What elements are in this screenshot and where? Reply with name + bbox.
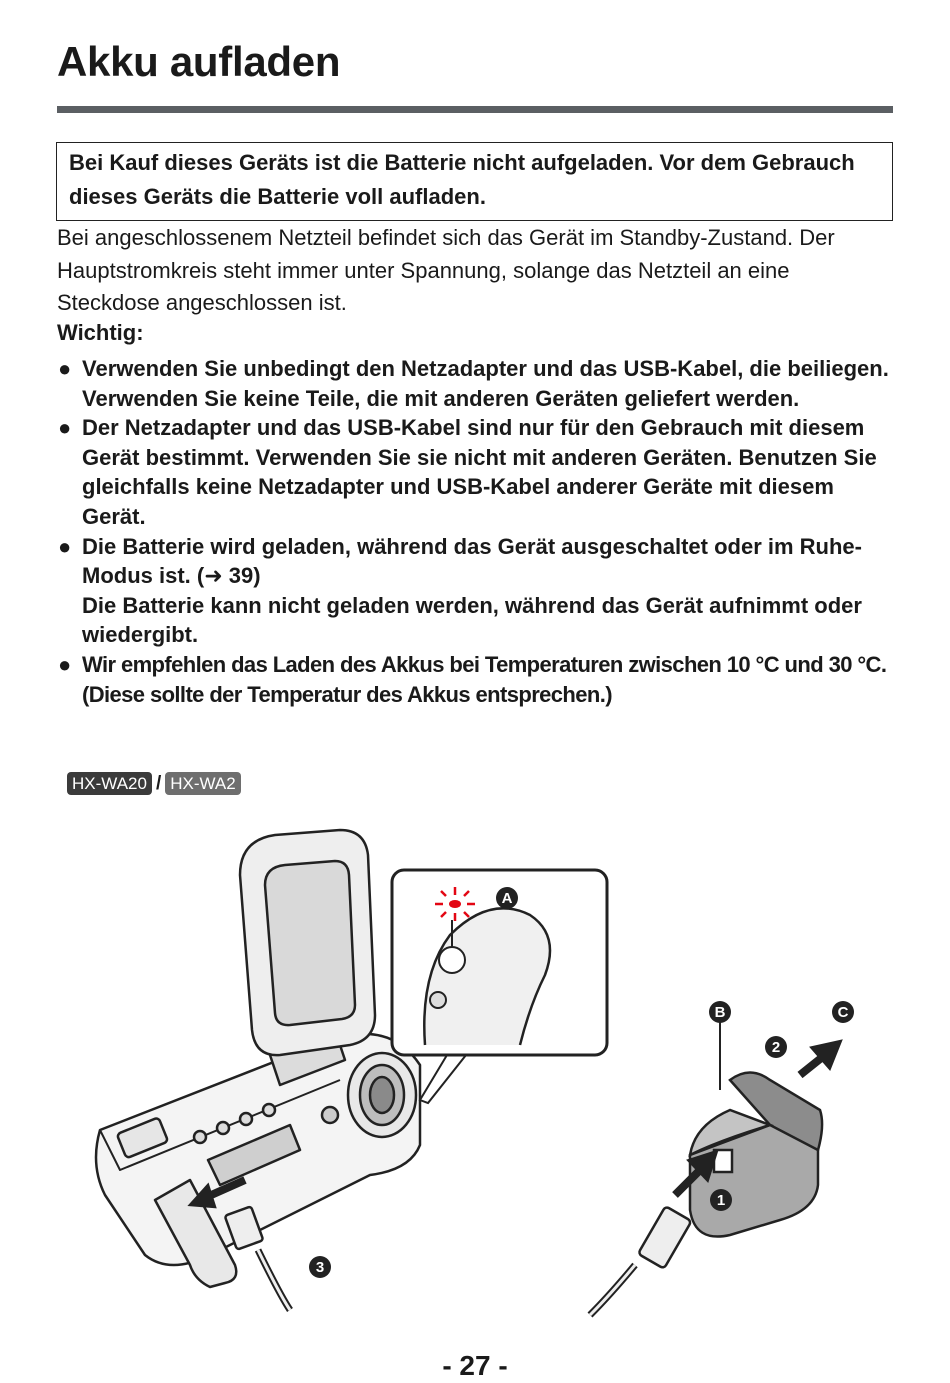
list-item-text: Wir empfehlen das Laden des Akkus bei Temperaturen zwischen 10 °C und 30 °C. (Diese sollte der Temperatur des Akkus entsprechen.) — [82, 651, 887, 707]
callout-step-3: 3 — [315, 1259, 325, 1276]
page-title: Akku aufladen — [57, 38, 341, 85]
list-item — [57, 354, 893, 413]
callout-a: A — [501, 890, 513, 907]
bullet-icon: ● — [58, 533, 72, 559]
important-label: Wichtig: — [57, 320, 144, 345]
model-badge-secondary: HX-WA2 — [165, 772, 241, 795]
list-item-extra-text: Die Batterie kann nicht geladen werden, während das Gerät aufnimmt oder wiedergibt. — [82, 592, 862, 648]
model-badges — [67, 772, 241, 795]
bullet-icon: ● — [58, 651, 71, 677]
adapter-usb-cable — [590, 1206, 691, 1315]
list-item-text: Die Batterie wird geladen, während das Gerät ausgeschaltet oder im Ruhe-Modus ist. (➜ 39) — [82, 533, 862, 589]
camera-illustration — [96, 830, 420, 1287]
title-rule — [57, 106, 893, 113]
list-item — [57, 532, 893, 650]
callout-step-2: 2 — [771, 1039, 781, 1056]
model-badge-primary: HX-WA20 — [67, 772, 152, 795]
bullet-icon: ● — [58, 356, 72, 381]
callout-step-1: 1 — [716, 1192, 726, 1209]
list-item — [57, 413, 893, 531]
model-separator: / — [155, 772, 162, 794]
bullet-icon: ● — [58, 415, 72, 441]
list-item — [57, 650, 893, 709]
notice-box: Bei Kauf dieses Geräts ist die Batterie nicht aufgeladen. Vor dem Gebrauch dieses Geräts die Batterie voll aufladen. — [56, 142, 893, 221]
list-item-text: Verwenden Sie unbedingt den Netzadapter und das USB-Kabel, die beiliegen. Verwenden Sie keine Teile, die mit anderen Geräten geliefert werden. — [82, 356, 889, 411]
charging-illustration — [90, 825, 880, 1325]
intro-paragraph: Bei angeschlossenem Netzteil befindet sich das Gerät im Standby-Zustand. Der Hauptstromkreis steht immer unter Spannung, solange das Netzteil an eine Steckdose angeschlossen ist. — [57, 225, 835, 315]
page-number: - 27 - — [442, 1350, 508, 1381]
important-list — [57, 354, 893, 709]
list-item-text: Der Netzadapter und das USB-Kabel sind nur für den Gebrauch mit diesem Gerät bestimmt. Verwenden Sie sie nicht mit anderen Geräten. Benutzen Sie gleichfalls keine Netzadapter und USB-Kabel anderer Geräte mit diesem Gerät. — [82, 415, 877, 529]
callout-c: C — [837, 1004, 849, 1021]
callout-b: B — [714, 1004, 726, 1021]
